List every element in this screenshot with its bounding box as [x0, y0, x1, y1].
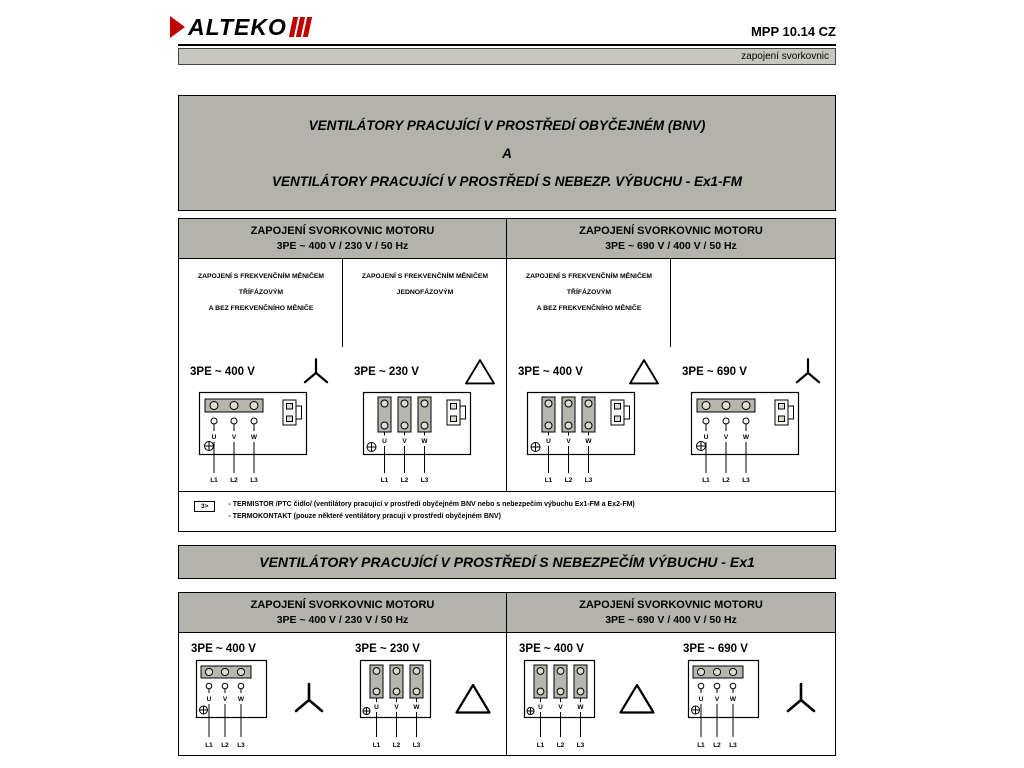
- star-symbol-icon: [289, 679, 329, 719]
- line-label: L2: [722, 477, 730, 484]
- star-symbol-icon: [781, 679, 821, 719]
- terminal-label: W: [413, 704, 420, 711]
- terminal-label: W: [250, 434, 258, 441]
- line-label: L3: [584, 477, 593, 484]
- terminal-block-delta: [523, 659, 605, 751]
- terminal-label: V: [394, 704, 399, 711]
- header-rule: [178, 44, 836, 46]
- terminal-label: U: [546, 438, 551, 445]
- section1-title-line1: VENTILÁTORY PRACUJÍCÍ V PROSTŘEDÍ OBYČEJNÉM (BNV): [308, 117, 706, 133]
- line-label: L3: [576, 742, 585, 749]
- section2-right-half: [507, 593, 835, 755]
- terminal-label: W: [742, 434, 750, 441]
- header-line1: ZAPOJENÍ SVORKOVNIC MOTORU: [579, 599, 763, 611]
- terminal-label: V: [723, 434, 729, 441]
- line-label: L3: [729, 742, 737, 749]
- section2-table: [178, 592, 836, 756]
- terminal-label: V: [231, 434, 237, 441]
- header-line2: 3PE ~ 400 V / 230 V / 50 Hz: [276, 240, 409, 252]
- note-line2: - TERMOKONTAKT (pouze některé ventilátory pracují v prostředí obyčejném BNV): [228, 512, 501, 520]
- terminal-label: V: [222, 696, 228, 703]
- diagram-subheader: [181, 269, 341, 317]
- terminal-label: U: [211, 434, 217, 441]
- header-line2: 3PE ~ 400 V / 230 V / 50 Hz: [276, 614, 409, 626]
- section1-right-half: [507, 219, 835, 491]
- line-label: L2: [230, 477, 238, 484]
- star-symbol-icon: [791, 355, 825, 389]
- diagram-cell-400v-delta: [507, 259, 671, 491]
- section1-title-line3: VENTILÁTORY PRACUJÍCÍ V PROSTŘEDÍ S NEBEZP. VÝBUCHU - Ex1-FM: [271, 173, 743, 189]
- terminal-label: W: [237, 696, 245, 703]
- ground-symbol: [697, 442, 706, 451]
- logo-brand-text: ALTEKO: [188, 13, 287, 40]
- subtitle-bar: [178, 48, 836, 65]
- line-label: L2: [564, 477, 573, 484]
- diagram-cell-400v-delta: [507, 633, 671, 755]
- diagram-cell-230v-delta: [343, 259, 507, 491]
- subheader-line: JEDNOFÁZOVÝM: [396, 289, 454, 296]
- section2-title: VENTILÁTORY PRACUJÍCÍ V PROSTŘEDÍ S NEBEZPEČÍM VÝBUCHU - Ex1: [259, 554, 755, 570]
- line-label: L1: [544, 477, 553, 484]
- terminal-label: U: [538, 704, 543, 711]
- voltage-label: 3PE ~ 400 V: [190, 366, 255, 378]
- diagram-cell-400v-star: [179, 633, 343, 755]
- section1-table: [178, 218, 836, 532]
- ground-symbol: [527, 708, 534, 715]
- voltage-row: [190, 354, 333, 390]
- header-line2: 3PE ~ 690 V / 400 V / 50 Hz: [605, 614, 737, 626]
- note-text: [228, 499, 634, 523]
- ground-symbol: [205, 442, 214, 451]
- subheader-line: ZAPOJENÍ S FREKVENČNÍM MĚNIČEM: [525, 273, 653, 280]
- document-code: MPP 10.14 CZ: [750, 24, 836, 39]
- terminal-label: W: [729, 696, 737, 703]
- line-label: L2: [392, 742, 401, 749]
- terminal-block-star: [690, 391, 816, 485]
- line-label: L2: [400, 477, 409, 484]
- line-label: L1: [205, 742, 213, 749]
- line-label: L3: [237, 742, 245, 749]
- terminal-label: V: [558, 704, 563, 711]
- header-line1: ZAPOJENÍ SVORKOVNIC MOTORU: [250, 599, 435, 611]
- terminal-label: V: [402, 438, 407, 445]
- line-label: L1: [210, 477, 218, 484]
- diagram-cell-400v-star: [179, 259, 343, 491]
- terminal-label: U: [382, 438, 387, 445]
- note-line1: - TERMISTOR /PTC čidlo/ (ventilátory pracující v prostředí obyčejném BNV nebo s nebezpečím výbuchu Ex1-FM a Ex2-FM): [228, 501, 635, 508]
- header-line2: 3PE ~ 690 V / 400 V / 50 Hz: [605, 240, 737, 252]
- note-marker-box: 3>: [194, 501, 215, 512]
- ground-symbol: [531, 443, 540, 452]
- voltage-row: [682, 354, 825, 390]
- subheader-line: A BEZ FREKVENČNÍHO MĚNIČE: [536, 305, 642, 312]
- line-label: L3: [250, 477, 258, 484]
- delta-symbol-icon: [453, 679, 493, 719]
- section1-left-header: [179, 219, 506, 259]
- terminal-label: W: [577, 704, 584, 711]
- terminal-label: U: [703, 434, 709, 441]
- voltage-row: [354, 354, 497, 390]
- ground-symbol: [692, 706, 700, 714]
- voltage-label: 3PE ~ 690 V: [682, 366, 747, 378]
- terminal-block-star: [687, 659, 769, 751]
- line-label: L1: [702, 477, 710, 484]
- section1-right-body: [507, 259, 835, 491]
- terminal-label: V: [566, 438, 571, 445]
- subheader-line: ZAPOJENÍ S FREKVENČNÍM MĚNIČEM: [197, 273, 325, 280]
- delta-symbol-icon: [617, 679, 657, 719]
- terminal-label: W: [585, 438, 592, 445]
- terminal-label: U: [698, 696, 704, 703]
- terminal-block-delta: [362, 391, 488, 485]
- line-label: L2: [713, 742, 721, 749]
- terminal-block-star: [195, 659, 277, 751]
- line-label: L1: [372, 742, 381, 749]
- header-line1: ZAPOJENÍ SVORKOVNIC MOTORU: [579, 225, 763, 237]
- delta-symbol-icon: [627, 355, 661, 389]
- voltage-label: 3PE ~ 400 V: [519, 643, 584, 655]
- section1-left-half: [179, 219, 507, 491]
- voltage-label: 3PE ~ 230 V: [354, 366, 419, 378]
- ground-symbol: [367, 443, 376, 452]
- section2-left-half: [179, 593, 507, 755]
- subtitle-text: zapojení svorkovnic: [741, 51, 829, 62]
- section1-title-box: [178, 95, 836, 211]
- terminal-label: W: [421, 438, 428, 445]
- voltage-label: 3PE ~ 400 V: [191, 643, 256, 655]
- section2-left-body: [179, 633, 506, 755]
- terminal-block-delta: [359, 659, 441, 751]
- delta-symbol-icon: [463, 355, 497, 389]
- voltage-row: [518, 354, 661, 390]
- thermistor-note: [179, 491, 835, 531]
- star-symbol-icon: [299, 355, 333, 389]
- ground-symbol: [363, 708, 370, 715]
- diagram-cell-690v-star: [671, 259, 835, 491]
- subheader-line: TŘÍFÁZOVÝM: [566, 289, 612, 296]
- section2-right-header: [507, 593, 835, 633]
- section2-title-box: [178, 545, 836, 579]
- line-label: L3: [420, 477, 429, 484]
- terminal-block-star: [198, 391, 324, 485]
- terminal-block-delta: [526, 391, 652, 485]
- subheader-line: TŘÍFÁZOVÝM: [238, 289, 284, 296]
- terminal-label: U: [374, 704, 379, 711]
- section2-left-header: [179, 593, 506, 633]
- line-label: L1: [536, 742, 545, 749]
- diagram-subheader: [509, 269, 669, 317]
- diagram-cell-690v-star: [671, 633, 835, 755]
- diagram-subheader: [345, 269, 505, 301]
- header-line1: ZAPOJENÍ SVORKOVNIC MOTORU: [250, 225, 435, 237]
- voltage-label: 3PE ~ 400 V: [518, 366, 583, 378]
- terminal-label: U: [206, 696, 212, 703]
- line-label: L1: [380, 477, 389, 484]
- section1-right-header: [507, 219, 835, 259]
- line-label: L3: [412, 742, 421, 749]
- section1-left-body: [179, 259, 506, 491]
- terminal-label: V: [714, 696, 720, 703]
- line-label: L1: [697, 742, 705, 749]
- diagram-cell-230v-delta: [343, 633, 507, 755]
- voltage-label: 3PE ~ 690 V: [683, 643, 748, 655]
- section1-title-line2: A: [502, 145, 512, 161]
- line-label: L3: [742, 477, 750, 484]
- voltage-label: 3PE ~ 230 V: [355, 643, 420, 655]
- line-label: L2: [221, 742, 229, 749]
- subheader-line: ZAPOJENÍ S FREKVENČNÍM MĚNIČEM: [361, 273, 489, 280]
- subheader-line: A BEZ FREKVENČNÍHO MĚNIČE: [208, 305, 314, 312]
- line-label: L2: [556, 742, 565, 749]
- ground-symbol: [200, 706, 208, 714]
- section2-right-body: [507, 633, 835, 755]
